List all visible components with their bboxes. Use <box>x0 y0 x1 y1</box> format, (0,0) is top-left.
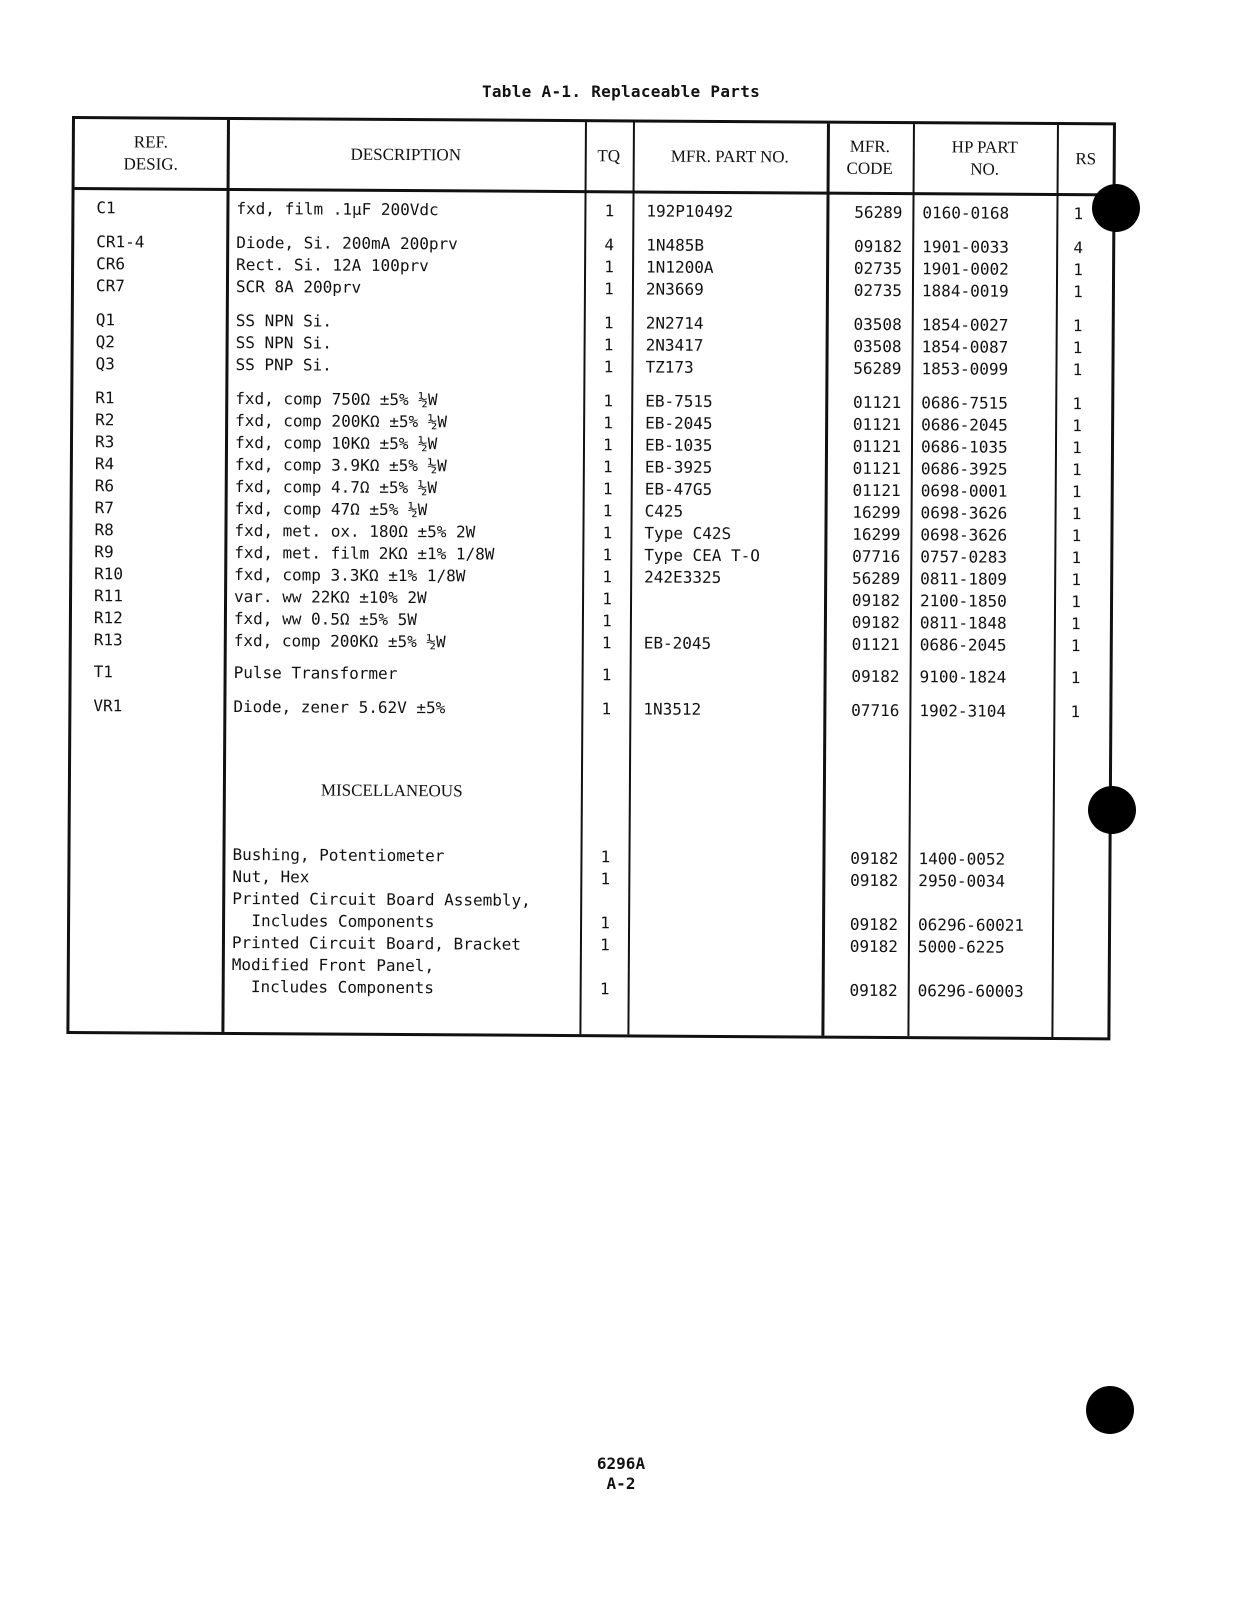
cell-hp: 1902-3104 <box>919 701 1007 721</box>
cell-tq: 1 <box>602 545 613 565</box>
cell-rs: 1 <box>1071 570 1082 590</box>
header-mfr-code: MFR. CODE <box>846 136 893 179</box>
cell-tq: 1 <box>602 567 613 587</box>
cell-tq: 1 <box>602 457 613 477</box>
cell-desc: fxd, met. ox. 180Ω ±5% 2W <box>234 521 476 542</box>
cell-code: 01121 <box>852 480 901 501</box>
cell-desc: Diode, Si. 200mA 200prv <box>236 233 458 254</box>
cell-hp: 0686-2045 <box>919 635 1007 655</box>
cell-desc: fxd, comp 10KΩ ±5% ½W <box>234 433 438 454</box>
cell-mfr: 2N3417 <box>645 335 704 355</box>
cell-code: 09182 <box>851 590 901 611</box>
cell-ref: R10 <box>94 564 124 584</box>
cell-hp: 1901-0002 <box>922 259 1009 279</box>
cell-code: 09182 <box>849 936 898 957</box>
cell-tq: 1 <box>603 435 613 455</box>
cell-code: 56289 <box>853 358 902 379</box>
cell-hp: 2100-1850 <box>919 591 1007 611</box>
cell-rs: 1 <box>1072 316 1083 336</box>
cell-rs: 1 <box>1071 526 1082 546</box>
cell-ref: R3 <box>94 432 115 452</box>
cell-mfr: EB-2045 <box>643 633 712 653</box>
cell-tq: 1 <box>604 201 615 221</box>
cell-hp: 1400-0052 <box>918 849 1006 869</box>
table-row <box>74 197 1112 225</box>
header-hp-part: HP PART NO. <box>951 137 1018 179</box>
cell-tq: 1 <box>600 913 610 933</box>
cell-tq: 1 <box>602 611 612 631</box>
cell-mfr: TZ173 <box>645 357 694 377</box>
cell-ref: Q2 <box>95 332 115 352</box>
cell-code: 56289 <box>854 202 903 223</box>
cell-tq: 1 <box>603 391 614 411</box>
cell-mfr: 1N485B <box>646 235 705 255</box>
cell-hp: 1901-0033 <box>922 237 1009 257</box>
cell-ref: Q3 <box>95 354 115 374</box>
cell-desc: fxd, comp 4.7Ω ±5% ½W <box>234 477 438 498</box>
table-row <box>72 661 1110 689</box>
cell-tq: 1 <box>603 357 614 377</box>
cell-ref: C1 <box>96 198 116 218</box>
cell-ref: CR7 <box>95 276 125 296</box>
cell-rs: 1 <box>1071 460 1082 480</box>
cell-code: 09182 <box>853 236 903 257</box>
cell-desc: SS NPN Si. <box>235 333 333 353</box>
cell-code: 07716 <box>852 546 901 567</box>
cell-tq: 1 <box>602 523 613 543</box>
cell-hp: 0698-3626 <box>920 503 1008 523</box>
cell-ref: CR1-4 <box>96 232 145 252</box>
cell-tq: 1 <box>602 589 612 609</box>
cell-rs: 1 <box>1073 260 1083 280</box>
cell-rs: 1 <box>1071 504 1082 524</box>
cell-hp: 06296-60003 <box>917 981 1024 1001</box>
cell-ref: R1 <box>95 388 115 408</box>
header-tq: TQ <box>597 146 621 166</box>
punch-hole <box>1086 1386 1134 1434</box>
cell-mfr: Type CEA T-O <box>644 545 760 566</box>
cell-desc: var. ww 22KΩ ±10% 2W <box>234 586 427 608</box>
cell-ref: R2 <box>95 410 115 430</box>
cell-ref: Q1 <box>95 310 116 330</box>
cell-hp: 0811-1809 <box>920 569 1007 589</box>
cell-rs: 1 <box>1071 548 1082 568</box>
cell-code: 03508 <box>853 314 902 335</box>
cell-tq: 1 <box>603 413 614 433</box>
cell-ref: R12 <box>93 608 123 628</box>
cell-code: 03508 <box>853 336 902 357</box>
cell-code: 01121 <box>852 414 902 435</box>
cell-code: 16299 <box>852 502 901 523</box>
cell-hp: 0757-0283 <box>920 547 1008 567</box>
cell-hp: 1854-0087 <box>921 337 1009 357</box>
cell-mfr: 2N2714 <box>645 313 704 333</box>
cell-code: 09182 <box>851 666 900 687</box>
cell-rs: 1 <box>1072 360 1083 380</box>
cell-rs: 1 <box>1073 204 1084 224</box>
cell-hp: 0698-0001 <box>920 481 1008 501</box>
cell-desc: Includes Components <box>232 910 435 932</box>
cell-ref: R4 <box>94 454 115 474</box>
cell-tq: 1 <box>600 935 610 955</box>
cell-code: 16299 <box>852 524 901 545</box>
cell-code: 01121 <box>853 392 902 413</box>
cell-mfr: EB-7515 <box>645 391 713 411</box>
cell-code: 09182 <box>850 870 899 891</box>
cell-mfr: EB-3925 <box>644 457 713 477</box>
cell-rs: 1 <box>1070 668 1081 688</box>
cell-rs: 1 <box>1072 394 1083 414</box>
cell-desc: fxd, met. film 2KΩ ±1% 1/8W <box>234 543 495 564</box>
cell-hp: 0686-7515 <box>921 393 1009 413</box>
cell-desc: Printed Circuit Board, Bracket <box>231 932 521 954</box>
cell-hp: 9100-1824 <box>919 667 1007 687</box>
cell-rs: 1 <box>1072 416 1082 436</box>
cell-mfr: 192P10492 <box>646 201 734 222</box>
cell-desc: Rect. Si. 12A 100prv <box>236 255 429 276</box>
cell-tq: 1 <box>601 665 612 685</box>
cell-desc: fxd, film .1µF 200Vdc <box>236 199 439 220</box>
header-mfr-part: MFR. PART NO. <box>670 146 789 167</box>
cell-tq: 1 <box>602 501 613 521</box>
cell-code: 02735 <box>853 280 903 301</box>
cell-desc: fxd, ww 0.5Ω ±5% 5W <box>233 608 418 630</box>
punch-hole <box>1088 786 1136 834</box>
cell-hp: 1853-0099 <box>921 359 1009 379</box>
cell-code: 56289 <box>851 568 901 589</box>
cell-desc: fxd, comp 3.3KΩ ±1% 1/8W <box>234 564 466 586</box>
cell-ref: VR1 <box>93 696 123 716</box>
cell-desc: Bushing, Potentiometer <box>232 844 445 866</box>
cell-tq: 1 <box>600 869 611 889</box>
cell-desc: Printed Circuit Board Assembly, <box>232 888 531 910</box>
cell-desc: Diode, zener 5.62V ±5% <box>233 696 446 718</box>
cell-hp: 1884-0019 <box>921 281 1009 301</box>
cell-tq: 1 <box>601 699 612 719</box>
cell-tq: 4 <box>604 235 615 255</box>
cell-ref: R6 <box>94 476 115 496</box>
cell-desc: SCR 8A 200prv <box>235 277 362 297</box>
cell-code: 09182 <box>849 914 899 935</box>
punch-hole <box>1092 184 1140 232</box>
cell-desc: fxd, comp 750Ω ±5% ½W <box>235 389 438 410</box>
cell-tq: 1 <box>602 479 613 499</box>
table-title: Table A-1. Replaceable Parts <box>481 82 761 101</box>
header-description: DESCRIPTION <box>350 144 462 165</box>
cell-code: 09182 <box>849 980 898 1001</box>
cell-ref: R8 <box>94 520 114 540</box>
cell-hp: 0686-2045 <box>921 415 1008 435</box>
cell-desc: fxd, comp 200KΩ ±5% ½W <box>233 630 446 652</box>
cell-desc: SS NPN Si. <box>235 311 333 331</box>
cell-hp: 0686-3925 <box>920 459 1008 479</box>
cell-code: 09182 <box>851 612 900 633</box>
cell-rs: 1 <box>1071 482 1082 502</box>
cell-desc: Modified Front Panel, <box>231 954 435 976</box>
cell-mfr: EB-2045 <box>645 413 713 433</box>
cell-ref: T1 <box>93 662 113 682</box>
cell-code: 09182 <box>850 848 899 869</box>
cell-hp: 5000-6225 <box>917 937 1005 957</box>
cell-ref: R9 <box>94 542 114 562</box>
cell-desc: fxd, comp 200KΩ ±5% ½W <box>235 411 448 432</box>
cell-tq: 1 <box>599 979 610 999</box>
parts-table <box>66 116 1116 1040</box>
cell-desc: Pulse Transformer <box>233 662 398 683</box>
cell-rs: 1 <box>1070 702 1081 722</box>
cell-code: 02735 <box>853 258 903 279</box>
cell-ref: R11 <box>94 586 124 606</box>
cell-desc: Nut, Hex <box>232 866 310 887</box>
cell-mfr: 1N1200A <box>646 257 714 277</box>
footer-page: A-2 <box>606 1474 636 1493</box>
cell-hp: 0160-0168 <box>922 203 1010 223</box>
cell-hp: 2950-0034 <box>918 871 1006 891</box>
cell-desc: SS PNP Si. <box>235 355 332 375</box>
cell-hp: 1854-0027 <box>921 315 1009 335</box>
cell-hp: 0686-1035 <box>920 437 1008 457</box>
table-row <box>71 695 1109 723</box>
cell-hp: 06296-60021 <box>918 915 1025 935</box>
cell-code: 07716 <box>851 700 900 721</box>
cell-rs: 1 <box>1073 282 1083 302</box>
cell-mfr: 2N3669 <box>645 279 704 299</box>
cell-mfr: EB-47G5 <box>644 479 713 499</box>
cell-code: 01121 <box>852 458 901 479</box>
header-ref: REF. DESIG. <box>123 132 178 174</box>
cell-mfr: Type C42S <box>644 523 732 544</box>
cell-tq: 1 <box>603 313 614 333</box>
cell-tq: 1 <box>603 335 614 355</box>
cell-rs: 1 <box>1072 338 1083 358</box>
cell-tq: 1 <box>601 633 612 653</box>
cell-rs: 1 <box>1072 438 1082 458</box>
cell-rs: 4 <box>1073 238 1084 258</box>
cell-ref: R7 <box>94 498 114 518</box>
cell-desc: Includes Components <box>231 976 435 998</box>
footer-model: 6296A <box>596 1454 646 1473</box>
cell-code: 01121 <box>852 436 902 457</box>
header-rs: RS <box>1075 149 1097 169</box>
cell-rs: 1 <box>1071 592 1081 612</box>
cell-mfr: 242E3325 <box>644 567 722 587</box>
cell-tq: 1 <box>604 257 614 277</box>
cell-desc: fxd, comp 3.9KΩ ±5% ½W <box>234 455 447 476</box>
cell-hp: 0811-1848 <box>919 613 1007 633</box>
cell-tq: 1 <box>604 279 614 299</box>
cell-tq: 1 <box>600 847 611 867</box>
cell-mfr: C425 <box>644 501 684 521</box>
cell-hp: 0698-3626 <box>920 525 1008 545</box>
cell-mfr: EB-1035 <box>644 435 713 455</box>
cell-ref: R13 <box>93 630 123 650</box>
cell-rs: 1 <box>1070 636 1081 656</box>
cell-mfr: 1N3512 <box>643 699 702 719</box>
cell-ref: CR6 <box>96 254 126 274</box>
cell-desc: fxd, comp 47Ω ±5% ½W <box>234 499 428 520</box>
misc-heading: MISCELLANEOUS <box>320 780 463 801</box>
cell-code: 01121 <box>851 634 900 655</box>
cell-rs: 1 <box>1071 614 1081 634</box>
